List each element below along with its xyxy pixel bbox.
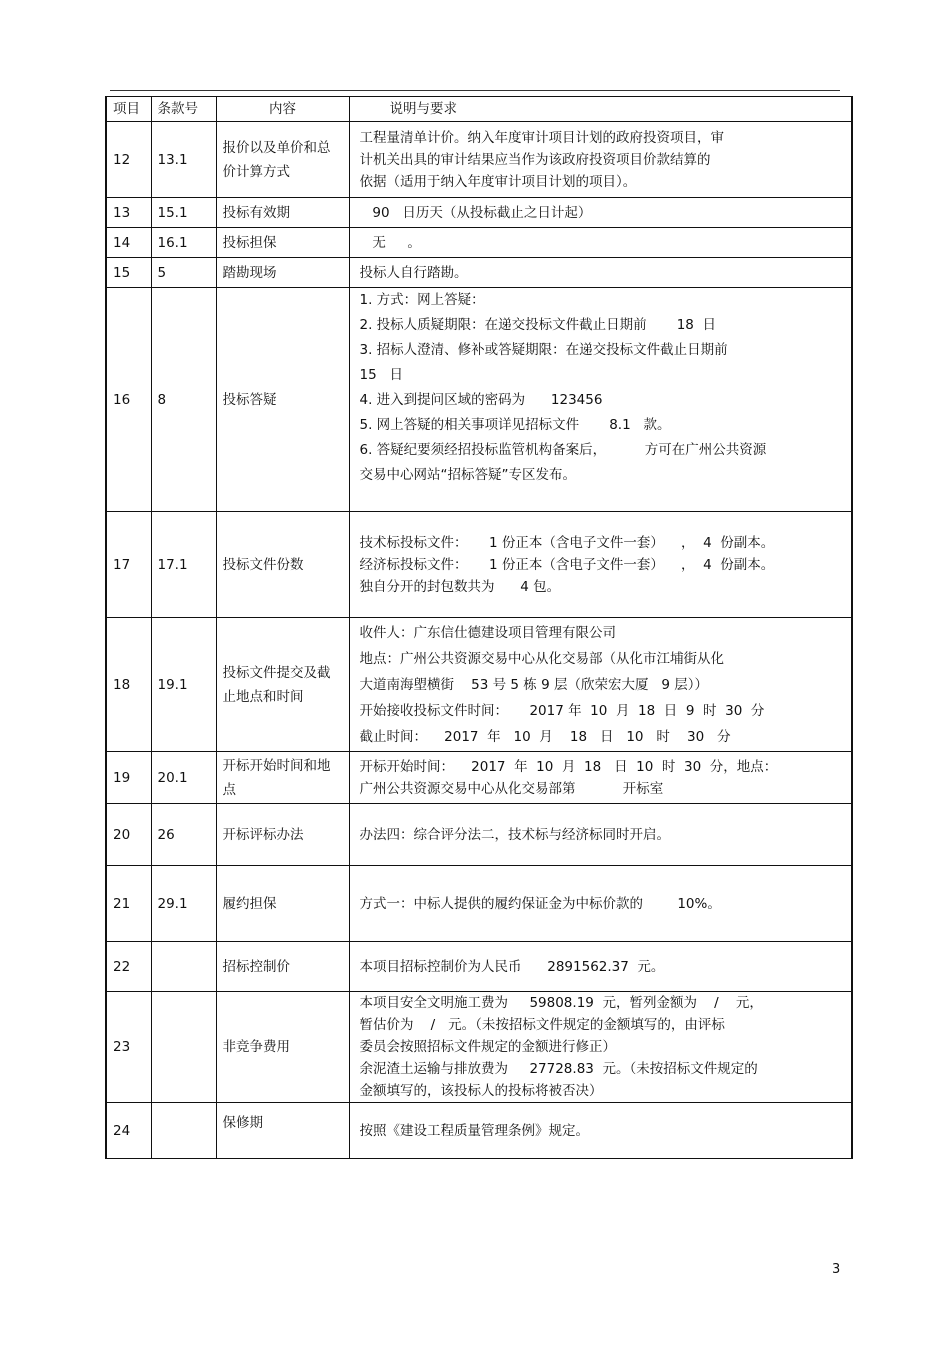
row-clause-number: 5	[151, 258, 216, 288]
header-description: 说明与要求	[349, 97, 852, 122]
description-line: 技术标投标文件： 1 份正本（含电子文件一套） ， 4 份副本。	[359, 534, 775, 551]
description-line: 5. 网上答疑的相关事项详见招标文件 8.1 款。	[359, 417, 671, 433]
row-description	[349, 122, 852, 198]
row-content: 保修期	[216, 1103, 349, 1159]
description-line: 截止时间： 2017 年 10 月 18 日 10 时 30 分	[359, 728, 731, 745]
row-content: 投标文件提交及截止地点和时间	[216, 618, 349, 752]
description-line: 依据（适用于纳入年度审计项目计划的项目）。	[359, 173, 637, 190]
table-row	[106, 992, 852, 1103]
row-description	[349, 942, 852, 992]
table-row	[106, 288, 852, 512]
row-item-number: 14	[106, 228, 151, 258]
row-description	[349, 866, 852, 942]
row-content: 开标开始时间和地点	[216, 752, 349, 804]
row-content: 开标评标办法	[216, 804, 349, 866]
description-line: 方式一：中标人提供的履约保证金为中标价款的 10%。	[359, 895, 721, 912]
description-line: 金额填写的，该投标人的投标将被否决）	[359, 1083, 603, 1099]
row-content: 报价以及单价和总价计算方式	[216, 122, 349, 198]
row-item-number: 15	[106, 258, 151, 288]
table-row	[106, 512, 852, 618]
description-line: 2. 投标人质疑期限：在递交投标文件截止日期前 18 日	[359, 317, 716, 333]
description-line: 经济标投标文件： 1 份正本（含电子文件一套） ， 4 份副本。	[359, 556, 775, 573]
row-item-number: 20	[106, 804, 151, 866]
row-clause-number: 29.1	[151, 866, 216, 942]
table-header-row	[106, 97, 852, 122]
table-row	[106, 804, 852, 866]
row-clause-number	[151, 942, 216, 992]
row-clause-number	[151, 992, 216, 1103]
row-clause-number	[151, 1103, 216, 1159]
table-row	[106, 1103, 852, 1159]
row-item-number: 21	[106, 866, 151, 942]
header-clause: 条款号	[151, 97, 216, 122]
row-description	[349, 804, 852, 866]
row-content: 投标有效期	[216, 198, 349, 228]
row-content: 非竞争费用	[216, 992, 349, 1103]
row-description	[349, 258, 852, 288]
header-item: 项目	[106, 97, 151, 122]
row-item-number: 23	[106, 992, 151, 1103]
row-content: 投标文件份数	[216, 512, 349, 618]
row-clause-number: 26	[151, 804, 216, 866]
description-line: 无 。	[359, 234, 421, 251]
row-description	[349, 752, 852, 804]
row-description	[349, 198, 852, 228]
table-row	[106, 198, 852, 228]
description-line: 地点：广州公共资源交易中心从化交易部（从化市江埔街从化	[359, 650, 724, 667]
table-row	[106, 618, 852, 752]
table-row	[106, 228, 852, 258]
row-clause-number: 16.1	[151, 228, 216, 258]
row-description	[349, 288, 852, 512]
row-clause-number: 17.1	[151, 512, 216, 618]
row-description	[349, 618, 852, 752]
row-item-number: 13	[106, 198, 151, 228]
description-line: 3. 招标人澄清、修补或答疑期限：在递交投标文件截止日期前	[359, 342, 728, 358]
row-item-number: 24	[106, 1103, 151, 1159]
row-clause-number: 13.1	[151, 122, 216, 198]
description-line: 按照《建设工程质量管理条例》规定。	[359, 1122, 589, 1139]
description-line: 计机关出具的审计结果应当作为该政府投资项目价款结算的	[359, 151, 711, 168]
row-item-number: 16	[106, 288, 151, 512]
description-line: 1. 方式：网上答疑：	[359, 292, 485, 308]
row-content: 履约担保	[216, 866, 349, 942]
description-line: 投标人自行踏勘。	[359, 264, 468, 281]
description-line: 本项目安全文明施工费为 59808.19 元，暂列金额为 / 元，	[359, 995, 763, 1011]
description-line: 暂估价为 / 元。（未按招标文件规定的金额填写的，由评标	[359, 1017, 725, 1033]
row-item-number: 18	[106, 618, 151, 752]
table-row	[106, 122, 852, 198]
description-line: 4. 进入到提问区域的密码为 123456	[359, 392, 603, 408]
row-item-number: 17	[106, 512, 151, 618]
row-item-number: 12	[106, 122, 151, 198]
row-description	[349, 992, 852, 1103]
description-line: 余泥渣土运输与排放费为 27728.83 元。（未按招标文件规定的	[359, 1061, 758, 1077]
description-line: 工程量清单计价。纳入年度审计项目计划的政府投资项目，审	[359, 129, 724, 146]
description-line: 本项目招标控制价为人民币 2891562.37 元。	[359, 958, 665, 975]
description-line: 90 日历天（从投标截止之日计起）	[359, 204, 592, 221]
row-clause-number: 8	[151, 288, 216, 512]
description-line: 独自分开的封包数共为 4 包。	[359, 578, 561, 595]
description-line: 开始接收投标文件时间： 2017 年 10 月 18 日 9 时 30 分	[359, 702, 765, 719]
header-rule	[110, 90, 840, 91]
row-clause-number: 15.1	[151, 198, 216, 228]
description-line: 交易中心网站“招标答疑”专区发布。	[359, 467, 576, 483]
row-clause-number: 20.1	[151, 752, 216, 804]
row-item-number: 22	[106, 942, 151, 992]
page-number: 3	[832, 1262, 841, 1277]
description-line: 办法四：综合评分法二，技术标与经济标同时开启。	[359, 826, 670, 843]
description-line: 委员会按照招标文件规定的金额进行修正）	[359, 1039, 616, 1055]
description-line: 6. 答疑纪要须经招投标监管机构备案后， 方可在广州公共资源	[359, 442, 767, 458]
row-description	[349, 1103, 852, 1159]
description-line: 15 日	[359, 367, 404, 383]
description-line: 广州公共资源交易中心从化交易部第 开标室	[359, 780, 664, 797]
table-row	[106, 942, 852, 992]
table-row	[106, 752, 852, 804]
description-line: 收件人：广东信仕德建设项目管理有限公司	[359, 624, 616, 641]
table-row	[106, 258, 852, 288]
requirements-table	[105, 96, 853, 1159]
row-content: 招标控制价	[216, 942, 349, 992]
row-content: 踏勘现场	[216, 258, 349, 288]
row-clause-number: 19.1	[151, 618, 216, 752]
row-content: 投标担保	[216, 228, 349, 258]
header-content: 内容	[216, 97, 349, 122]
row-content: 投标答疑	[216, 288, 349, 512]
row-description	[349, 512, 852, 618]
row-description	[349, 228, 852, 258]
description-line: 大道南海塱横街 53 号 5 栋 9 层（欣荣宏大厦 9 层））	[359, 676, 708, 693]
description-line: 开标开始时间： 2017 年 10 月 18 日 10 时 30 分，地点：	[359, 758, 778, 775]
row-item-number: 19	[106, 752, 151, 804]
table-row	[106, 866, 852, 942]
